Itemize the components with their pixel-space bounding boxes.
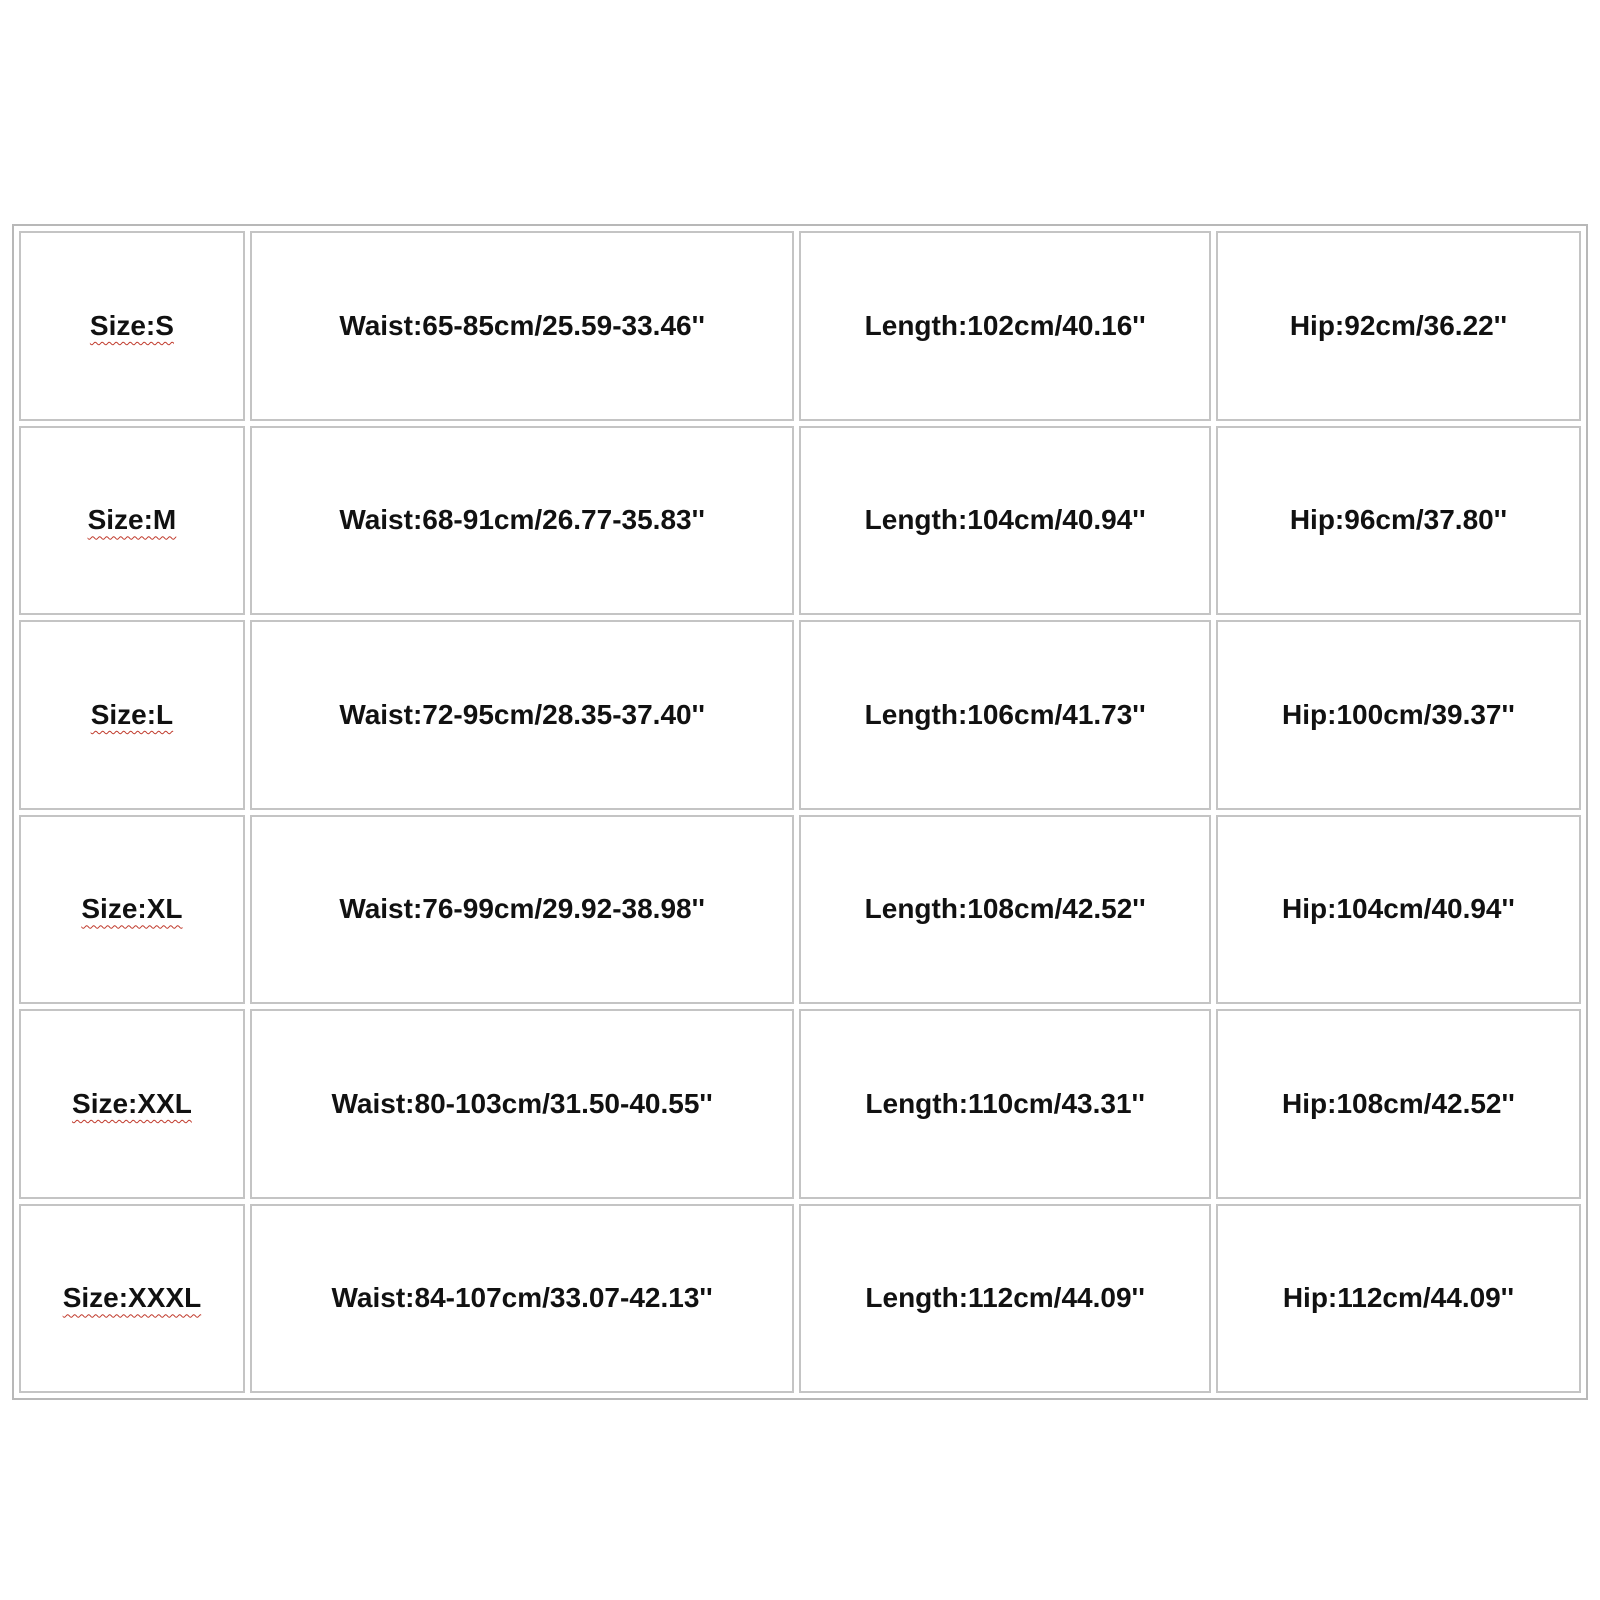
size-label: Size:XXL	[72, 1087, 192, 1119]
size-label: Size:XL	[81, 893, 183, 925]
length-cell: Length:108cm/42.52''	[799, 815, 1211, 1005]
size-cell	[19, 1009, 245, 1199]
size-label: Size:S	[89, 309, 174, 341]
table-row	[19, 231, 1581, 421]
length-cell: Length:102cm/40.16''	[799, 231, 1211, 421]
hip-cell: Hip:104cm/40.94''	[1216, 815, 1581, 1005]
table-row	[19, 1009, 1581, 1199]
size-label: Size:M	[87, 504, 177, 536]
hip-cell: Hip:100cm/39.37''	[1216, 620, 1581, 810]
length-cell: Length:104cm/40.94''	[799, 426, 1211, 616]
size-cell	[19, 1204, 245, 1394]
length-cell: Length:110cm/43.31''	[799, 1009, 1211, 1199]
size-cell	[19, 620, 245, 810]
length-cell: Length:106cm/41.73''	[799, 620, 1211, 810]
hip-cell: Hip:112cm/44.09''	[1216, 1204, 1581, 1394]
table-row	[19, 426, 1581, 616]
size-label: Size:XXXL	[62, 1282, 202, 1314]
size-cell	[19, 426, 245, 616]
waist-cell: Waist:76-99cm/29.92-38.98''	[250, 815, 795, 1005]
hip-cell: Hip:108cm/42.52''	[1216, 1009, 1581, 1199]
table-row	[19, 815, 1581, 1005]
length-cell: Length:112cm/44.09''	[799, 1204, 1211, 1394]
waist-cell: Waist:68-91cm/26.77-35.83''	[250, 426, 795, 616]
waist-cell: Waist:84-107cm/33.07-42.13''	[250, 1204, 795, 1394]
table-row	[19, 1204, 1581, 1394]
size-table	[14, 226, 1586, 1398]
hip-cell: Hip:92cm/36.22''	[1216, 231, 1581, 421]
table-row	[19, 620, 1581, 810]
size-label: Size:L	[90, 698, 174, 730]
size-chart	[12, 224, 1588, 1400]
waist-cell: Waist:80-103cm/31.50-40.55''	[250, 1009, 795, 1199]
size-cell	[19, 815, 245, 1005]
waist-cell: Waist:65-85cm/25.59-33.46''	[250, 231, 795, 421]
waist-cell: Waist:72-95cm/28.35-37.40''	[250, 620, 795, 810]
hip-cell: Hip:96cm/37.80''	[1216, 426, 1581, 616]
size-cell	[19, 231, 245, 421]
